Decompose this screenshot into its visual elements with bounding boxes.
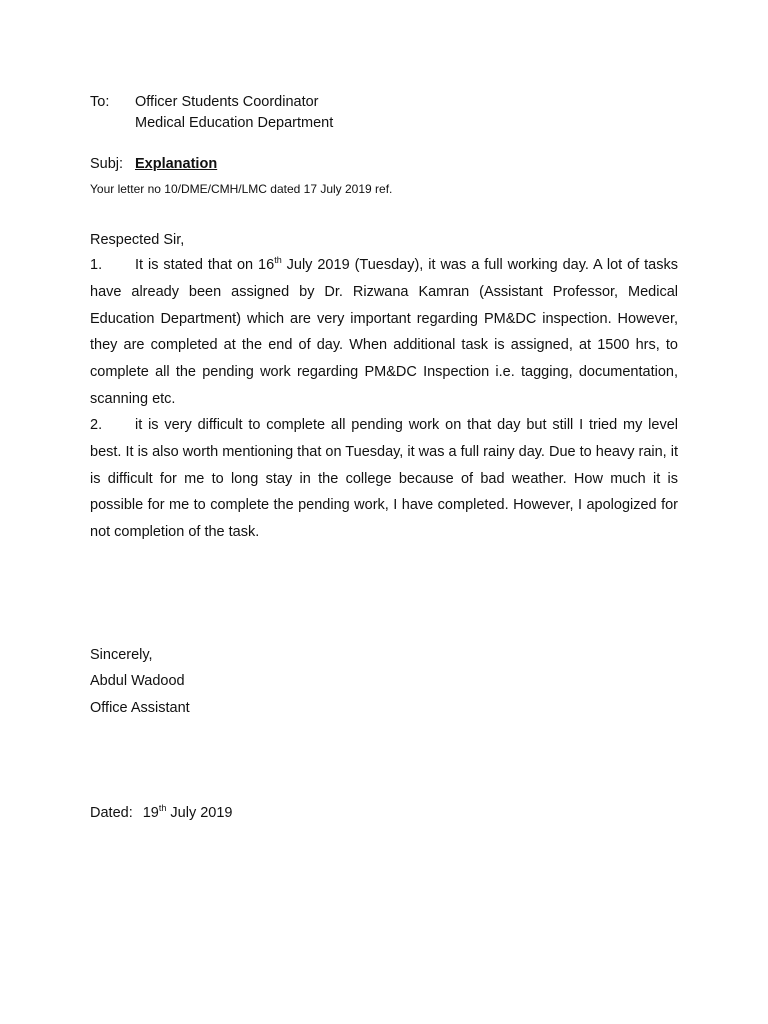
reference-line: Your letter no 10/DME/CMH/LMC dated 17 July 2019 ref.: [90, 182, 393, 196]
date-line: [90, 804, 233, 822]
subject-label: Subj:: [90, 156, 124, 172]
signatory-name: Abdul Wadood: [90, 673, 185, 689]
subject-title: Explanation: [135, 156, 218, 172]
dated-label: Dated:: [90, 805, 133, 821]
dated-rest: July 2019: [166, 805, 233, 821]
paragraph-1-sup: th: [274, 255, 282, 266]
paragraph-2: [90, 412, 678, 546]
salutation: Respected Sir,: [90, 232, 185, 248]
recipient-department: Medical Education Department: [135, 115, 334, 131]
paragraph-1: [90, 252, 678, 413]
to-label: To:: [90, 94, 110, 110]
dated-day: 19: [142, 805, 159, 821]
closing-sincerely: Sincerely,: [90, 647, 153, 663]
signatory-designation: Office Assistant: [90, 700, 190, 716]
paragraph-1-text-b: July 2019 (Tuesday), it was a full working day. A lot of tasks have already been assigned by Dr. Rizwana Kamran (Assistant Professor, Medical Education Department) which are very important regarding PM&DC inspection. However, they are completed at the end of day. When additional task is assigned, at 1500 hrs, to complete all the pending work regarding PM&DC Inspection i.e. tagging, documentation, scanning etc.: [90, 257, 678, 407]
dated-sup: th: [158, 803, 167, 814]
paragraph-2-number: 2.: [90, 417, 103, 433]
recipient-title: Officer Students Coordinator: [135, 94, 319, 110]
paragraph-1-number: 1.: [90, 257, 103, 273]
paragraph-2-text: it is very difficult to complete all pending work on that day but still I tried my level best. It is also worth mentioning that on Tuesday, it was a full rainy day. Due to heavy rain, it is difficult for me to long stay in the college because of bad weather. How much it is possible for me to complete the pending work, I have completed. However, I apologized for not completion of the task.: [90, 417, 678, 541]
paragraph-1-text-a: It is stated that on 16: [135, 257, 275, 273]
